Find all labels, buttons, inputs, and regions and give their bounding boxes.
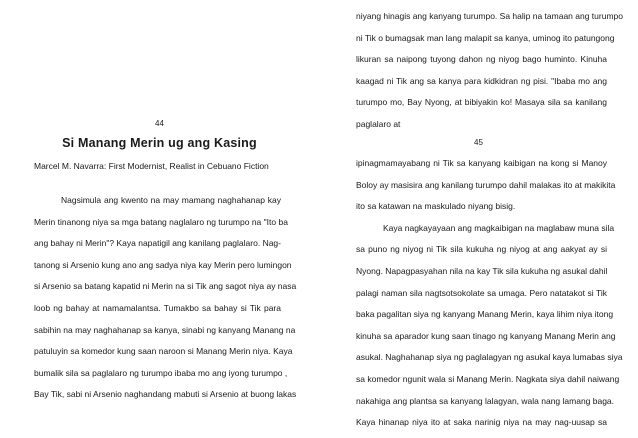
text-line: Merin tinanong niya sa mga batang naglalaro ng turumpo na "Ito ba <box>34 216 288 227</box>
text-line: Kaya hinanap niya ito at saka narinig niya na may nag-uusap sa <box>356 417 607 428</box>
text-line: nakahiga ang plantsa sa kanyang lalagyan, wala nang lamang baga. <box>356 395 615 406</box>
text-line: sa puno ng niyog ni Tik sila kukuha ng niyog at ang aakyat ay si <box>356 244 607 255</box>
text-line: si Arsenio sa batang kapatid ni Merin na si Tik ang sagot niya ay nasa <box>34 281 297 292</box>
page-number-left: 44 <box>155 119 164 128</box>
text-line: tanong si Arsenio kung ano ang sadya niya kay Merin pero lumingon <box>34 259 292 270</box>
text-line: ito sa katawan na maskulado niyang bisig. <box>356 201 516 212</box>
text-line: sabihin na may naghahanap sa kanya, sinabi ng kanyang Manang na <box>34 324 296 335</box>
left-body-text <box>34 194 297 410</box>
text-line: kinuha sa aparador kung saan tinago ng kanyang Manang Merin ang <box>356 330 616 341</box>
text-line: ang bahay ni Merin"? Kaya napatigil ang kanilang paglalaro. Nag- <box>34 238 281 249</box>
text-line: palagi naman sila nagtsotsokolate sa umaga. Pero natatakot si Tik <box>356 287 607 298</box>
text-line: patuluyin sa komedor kung saan naroon si Manang Merin niya. Kaya <box>34 346 293 357</box>
text-line: paglalaro at <box>356 118 401 129</box>
text-line: loob ng bahay at namamalantsa. Tumakbo sa bahay si Tik para <box>34 302 281 313</box>
story-subtitle: Marcel M. Navarra: First Modernist, Realist in Cebuano Fiction <box>34 161 269 171</box>
text-line: niyang hinagis ang kanyang turumpo. Sa halip na tamaan ang turumpo <box>356 11 623 21</box>
text-line: ipinagmamayabang ni Tik sa kanyang kaibigan na kong si Manoy <box>356 158 607 168</box>
text-line: ni Tik o bumagsak man lang malapit sa kanya, uminog ito patungong <box>356 32 615 43</box>
text-line: baka pagalitan siya ng kanyang Manang Merin, kaya lihim niya itong <box>356 309 614 320</box>
page-number-right: 45 <box>474 138 483 147</box>
text-line: bumalik sila sa paglalaro ng turumpo ibaba mo ang iyong turumpo , <box>34 367 288 378</box>
text-line: turumpo mo, Bay Nyong, at bibiyakin ko! Masaya sila sa kanilang <box>356 97 607 108</box>
text-line: likuran sa naipong tuyong dahon ng niyog bago huminto. Kinuha <box>356 54 607 65</box>
text-line: Boloy ay masisira ang kanilang turumpo dahil malakas ito at makikita <box>356 179 616 190</box>
text-line: sa komedor ngunit wala si Manang Merin. Nagkata siya dahil naiwang <box>356 373 620 384</box>
story-title: Si Manang Merin ug ang Kasing <box>62 136 257 150</box>
right-body-text-top <box>356 10 623 140</box>
text-line: Kaya nagkayayaan ang magkaibigan na maglabaw muna sila <box>383 222 615 233</box>
right-body-text-bottom <box>356 157 623 438</box>
text-line: Nyong. Napagpasyahan nila na kay Tik sila kukuha ng asukal dahil <box>356 265 608 276</box>
right-page <box>319 0 638 428</box>
left-page <box>0 0 319 418</box>
text-line: kaagad ni Tik ang sa kanya para kidkidran ng pisi. "Ibaba mo ang <box>356 75 607 86</box>
text-line: Nagsimula ang kwento na may mamang naghahanap kay <box>61 195 281 205</box>
text-line: asukal. Naghahanap siya ng paglalagyan ng asukal kaya lumabas siya <box>356 352 623 363</box>
text-line: Bay Tik, sabi ni Arsenio naghandang mabuti si Arsenio at buong lakas <box>34 389 297 400</box>
